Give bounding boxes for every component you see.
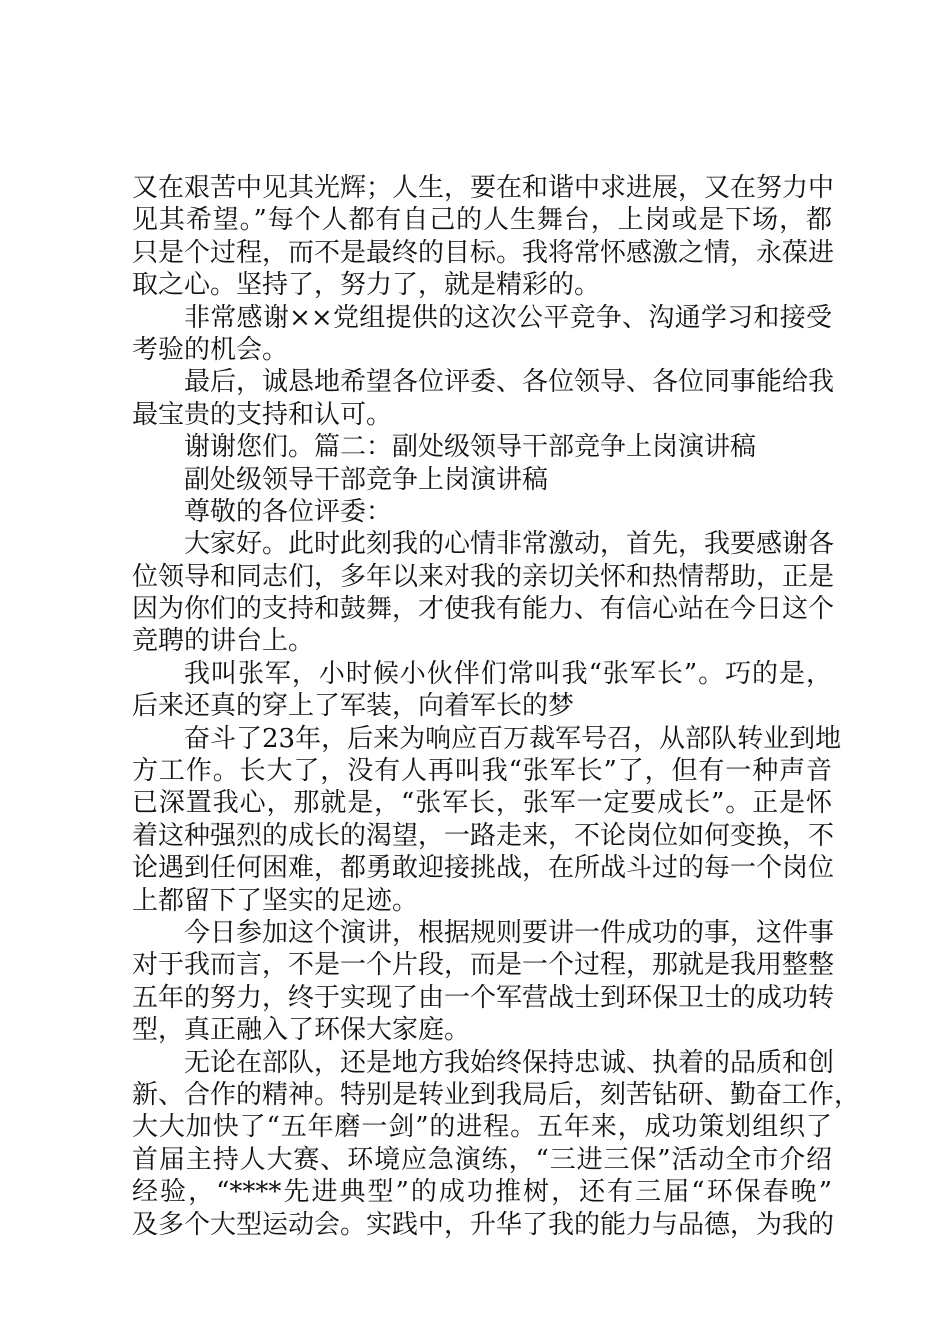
- text-line: 着这种强烈的成长的渴望，一路走来，不论岗位如何变换，不: [132, 820, 835, 851]
- text-line: 谢谢您们。篇二：副处级领导干部竞争上岗演讲稿: [184, 432, 757, 463]
- text-line: 及多个大型运动会。实践中，升华了我的能力与品德，为我的: [132, 1209, 835, 1240]
- text-line: 论遇到任何困难，都勇敢迎接挑战，在所战斗过的每一个岗位: [132, 853, 835, 884]
- text-line: 又在艰苦中见其光辉；人生，要在和谐中求进展，又在努力中: [132, 173, 835, 203]
- text-line: 首届主持人大赛、环境应急演练，“三进三保”活动全市介绍: [132, 1144, 832, 1175]
- text-line: 位领导和同志们，多年以来对我的亲切关怀和热情帮助，正是: [132, 561, 835, 592]
- text-line: 只是个过程，而不是最终的目标。我将常怀感激之情，永葆进: [132, 237, 835, 268]
- text-line: 取之心。坚持了，努力了，就是精彩的。: [132, 270, 601, 301]
- text-line: 大大加快了“五年磨一剑”的进程。五年来，成功策划组织了: [132, 1112, 832, 1143]
- text-line: 奋斗了23年，后来为响应百万裁军号召，从部队转业到地: [184, 723, 842, 754]
- text-line: 竞聘的讲台上。: [132, 626, 315, 657]
- text-line: 型，真正融入了环保大家庭。: [132, 1015, 471, 1046]
- text-line: 最宝贵的支持和认可。: [132, 399, 393, 430]
- text-line: 经验，“****先进典型”的成功推树，还有三届“环保春晚”: [132, 1177, 832, 1208]
- text-line: 五年的努力，终于实现了由一个军营战士到环保卫士的成功转: [132, 982, 835, 1013]
- text-line: 后来还真的穿上了军装，向着军长的梦: [132, 691, 575, 722]
- text-line: 我叫张军，小时候小伙伴们常叫我“张军长”。巧的是，: [184, 658, 832, 689]
- text-line: 新、合作的精神。特别是转业到我局后，刻苦钻研、勤奋工作，: [132, 1079, 861, 1110]
- text-line: 副处级领导干部竞争上岗演讲稿: [184, 464, 549, 495]
- text-line: 见其希望。”每个人都有自己的人生舞台，上岗或是下场，都: [132, 205, 832, 236]
- text-line: 对于我而言，不是一个片段，而是一个过程，那就是我用整整: [132, 950, 835, 981]
- document-body: [132, 172, 861, 1241]
- text-line: 大家好。此时此刻我的心情非常激动，首先，我要感谢各: [184, 529, 835, 560]
- text-line: 上都留下了坚实的足迹。: [132, 885, 419, 916]
- text-line: 考验的机会。: [132, 334, 289, 365]
- text-line: 今日参加这个演讲，根据规则要讲一件成功的事，这件事: [184, 917, 835, 948]
- text-line: 非常感谢××党组提供的这次公平竞争、沟通学习和接受: [184, 302, 832, 333]
- text-line: 无论在部队，还是地方我始终保持忠诚、执着的品质和创: [184, 1047, 835, 1078]
- text-line: 方工作。长大了，没有人再叫我“张军长”了，但有一种声音: [132, 756, 832, 787]
- text-line: 尊敬的各位评委：: [184, 496, 393, 527]
- text-line: 最后，诚恳地希望各位评委、各位领导、各位同事能给我: [184, 367, 835, 398]
- text-line: 已深置我心，那就是，“张军长，张军一定要成长”。正是怀: [132, 788, 832, 819]
- text-line: 因为你们的支持和鼓舞，才使我有能力、有信心站在今日这个: [132, 594, 835, 625]
